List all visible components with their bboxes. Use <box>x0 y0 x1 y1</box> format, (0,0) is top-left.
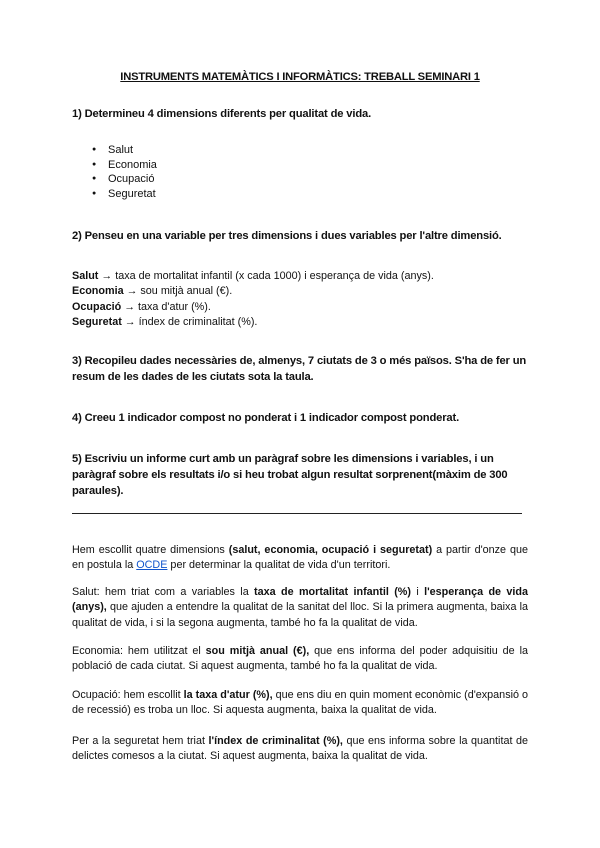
variable-name: Salut <box>72 270 99 282</box>
divider-line <box>72 513 522 514</box>
text-run: a partir d'onze que en postula la <box>72 544 528 572</box>
report-paragraph-5 <box>72 734 528 765</box>
variable-desc: → sou mitjà anual (€). <box>123 285 233 298</box>
variable-row <box>72 284 434 299</box>
text-run: Ocupació: hem escollit <box>72 689 184 701</box>
text-run: Per a la seguretat hem triat <box>72 735 209 747</box>
variable-desc: → taxa d'atur (%). <box>121 300 211 313</box>
text-run: que ens informa sobre la quantitat de delictes comesos a la ciutat. Si aquest augmenta, baixa la qualitat de vida. <box>72 735 529 763</box>
question-2: 2) Penseu en una variable per tres dimensions i dues variables per l'altre dimensió. <box>72 230 502 242</box>
list-item: ● Ocupació <box>92 172 157 187</box>
text-bold: (salut, economia, ocupació i seguretat) <box>228 544 433 556</box>
variable-desc: → taxa de mortalitat infantil (x cada 1000) i esperança de vida (anys). <box>98 270 434 282</box>
text-run: Salut: hem triat com a variables la <box>72 586 255 598</box>
report-paragraph-4 <box>72 688 528 719</box>
document-title: INSTRUMENTS MATEMÀTICS I INFORMÀTICS: TREBALL SEMINARI 1 <box>120 71 480 83</box>
variable-row <box>72 269 434 284</box>
variable-row <box>72 315 434 330</box>
variable-desc: → índex de criminalitat (%). <box>121 315 258 328</box>
variable-row <box>72 300 434 315</box>
text-bold: la taxa d'atur (%), <box>183 689 273 701</box>
report-paragraph-3 <box>72 644 528 675</box>
text-run: que ens informa del poder adquisitiu de la població de cada ciutat. Si aquest augmenta, també ho fa la qualitat de vida. <box>72 645 528 673</box>
report-paragraph-2 <box>72 585 528 631</box>
variable-name: Seguretat <box>72 315 122 328</box>
question-5: 5) Escriviu un informe curt amb un paràgraf sobre les dimensions i variables, i un paràgraf sobre els resultats i/o si heu trobat algun resultat sorprenent(màxim de 300 paraules). <box>72 453 508 497</box>
text-run: que ens diu en quin moment econòmic (d'expansió o de recessió) es troba un lloc. Si aquesta augmenta, baixa la qualitat de vida. <box>72 689 528 717</box>
text-run: i <box>411 586 425 598</box>
text-run: Hem escollit quatre dimensions <box>72 544 229 556</box>
variable-name: Economia <box>72 285 124 298</box>
text-bold: sou mitjà anual (€), <box>205 645 310 657</box>
ocde-link[interactable]: OCDE <box>136 559 168 572</box>
variables-list <box>72 269 434 330</box>
list-item: ● Salut <box>92 143 157 158</box>
text-bold: taxa de mortalitat infantil (%) <box>254 586 412 598</box>
dimensions-list <box>92 143 157 201</box>
text-bold: l'esperança de vida (anys), <box>72 586 528 614</box>
text-bold: l'índex de criminalitat (%), <box>208 735 343 747</box>
text-run: Economia: hem utilitzat el <box>72 645 206 657</box>
text-run: que ajuden a entendre la qualitat de la sanitat del lloc. Si la primera augmenta, baixa la qualitat de vida, i si la segona augmenta, també ho fa la qualitat de vida. <box>72 601 528 629</box>
question-3: 3) Recopileu dades necessàries de, almenys, 7 ciutats de 3 o més països. S'ha de fer un resum de les dades de les ciutats sota la taula. <box>72 355 527 383</box>
list-item: ● Seguretat <box>92 187 157 202</box>
report-paragraph-1 <box>72 543 528 574</box>
list-item: ● Economia <box>92 158 157 173</box>
question-1: 1) Determineu 4 dimensions diferents per qualitat de vida. <box>72 108 372 120</box>
text-run: per determinar la qualitat de vida d'un territori. <box>167 559 391 572</box>
question-4: 4) Creeu 1 indicador compost no ponderat i 1 indicador compost ponderat. <box>72 412 460 424</box>
variable-name: Ocupació <box>72 300 122 313</box>
